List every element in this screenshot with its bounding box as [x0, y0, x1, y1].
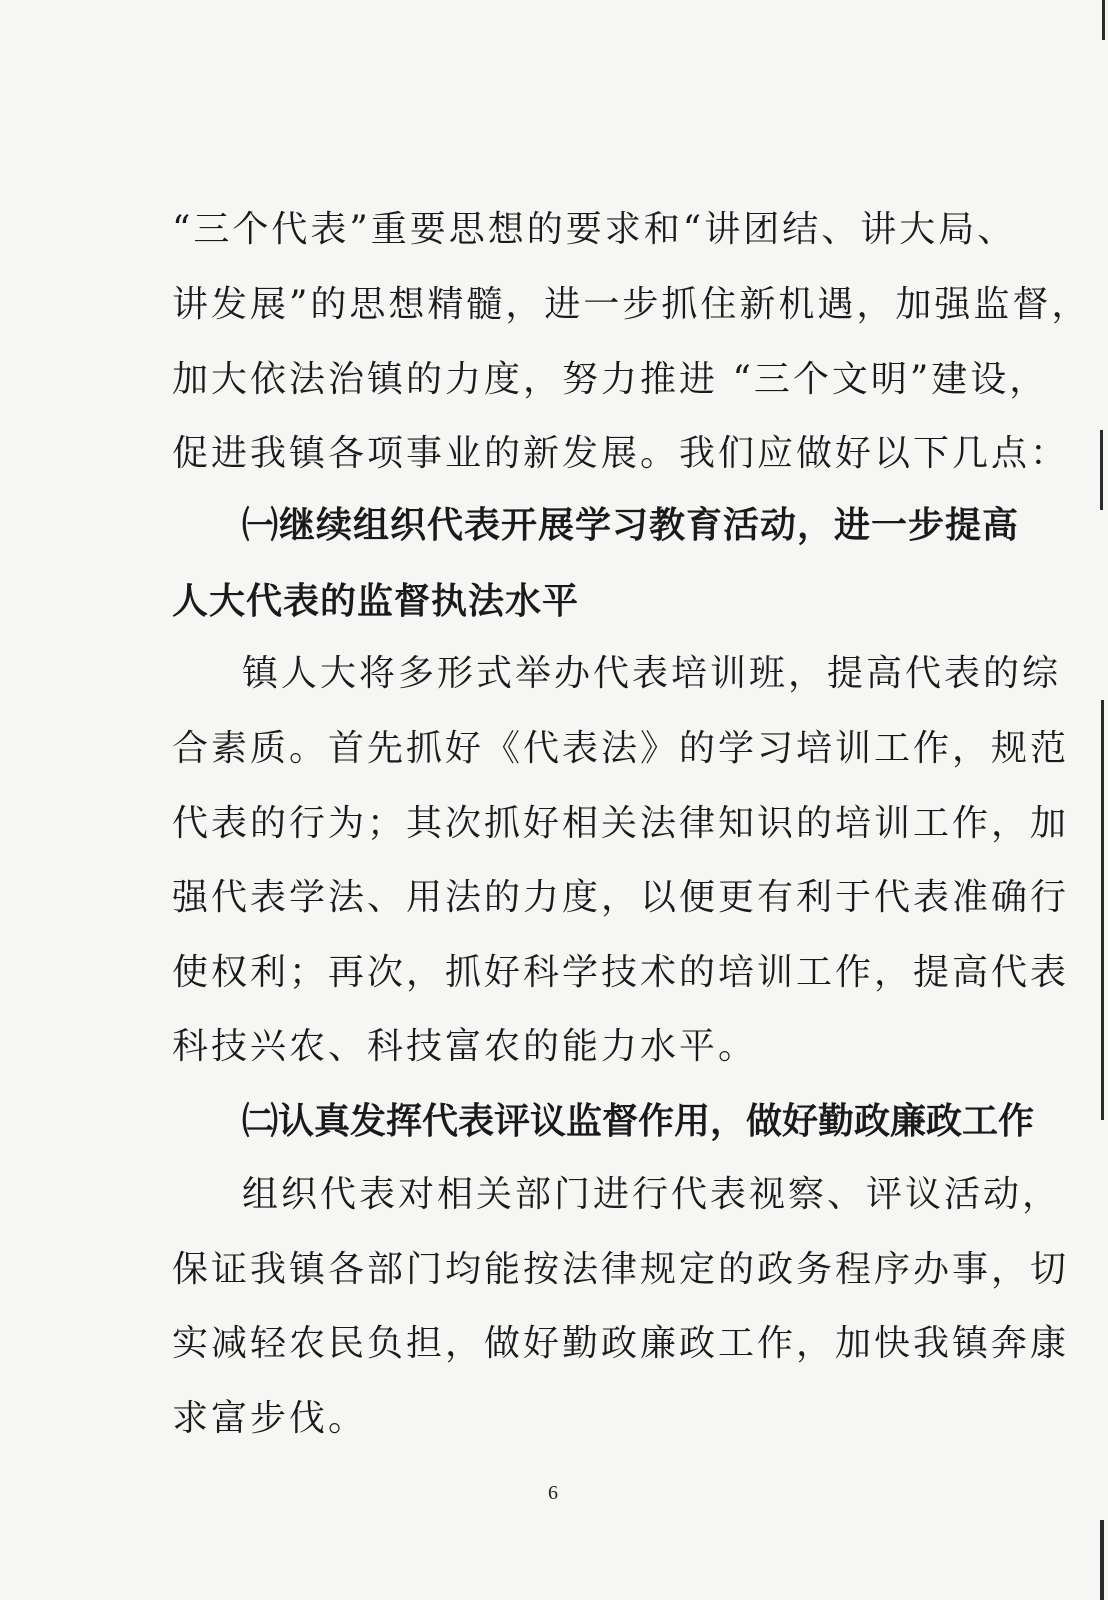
paragraph-2-line-3: 代表的行为；其次抓好相关法律知识的培训工作，加	[172, 803, 1070, 844]
scan-edge-mark	[1101, 700, 1104, 1120]
page-number: 6	[548, 1482, 558, 1504]
heading-1-line-1: ㈠继续组织代表开展学习教育活动，进一步提高	[242, 505, 1020, 546]
scan-edge-mark	[1100, 1520, 1104, 1600]
paragraph-3-line-4: 求富步伐。	[172, 1398, 368, 1439]
paragraph-3-line-2: 保证我镇各部门均能按法律规定的政务程序办事，切	[172, 1249, 1070, 1290]
scan-edge-mark	[1102, 0, 1105, 40]
paragraph-3-line-1: 组织代表对相关部门进行代表视察、评议活动，	[242, 1174, 1062, 1215]
paragraph-2-line-5: 使权利；再次，抓好科学技术的培训工作，提高代表	[172, 952, 1070, 993]
paragraph-1-line-4: 促进我镇各项事业的新发展。我们应做好以下几点：	[172, 433, 1070, 474]
paragraph-1-line-3: 加大依法治镇的力度，努力推进 “三个文明”建设，	[172, 359, 1049, 400]
paragraph-2-line-1: 镇人大将多形式举办代表培训班，提高代表的综	[242, 653, 1062, 694]
heading-2-line-1: ㈡认真发挥代表评议监督作用，做好勤政廉政工作	[242, 1101, 1035, 1142]
paragraph-2-line-4: 强代表学法、用法的力度，以便更有利于代表准确行	[172, 877, 1070, 918]
scan-edge-mark	[1100, 430, 1103, 510]
paragraph-1-line-1: “三个代表”重要思想的要求和“讲团结、讲大局、	[172, 209, 1017, 250]
heading-1-line-2: 人大代表的监督执法水平	[172, 581, 580, 622]
paragraph-3-line-3: 实减轻农民负担，做好勤政廉政工作，加快我镇奔康	[172, 1323, 1070, 1364]
paragraph-2-line-6: 科技兴农、科技富农的能力水平。	[172, 1026, 758, 1067]
paragraph-1-line-2: 讲发展”的思想精髓，进一步抓住新机遇，加强监督，	[172, 284, 1091, 325]
paragraph-2-line-2: 合素质。首先抓好《代表法》的学习培训工作，规范	[172, 728, 1070, 769]
